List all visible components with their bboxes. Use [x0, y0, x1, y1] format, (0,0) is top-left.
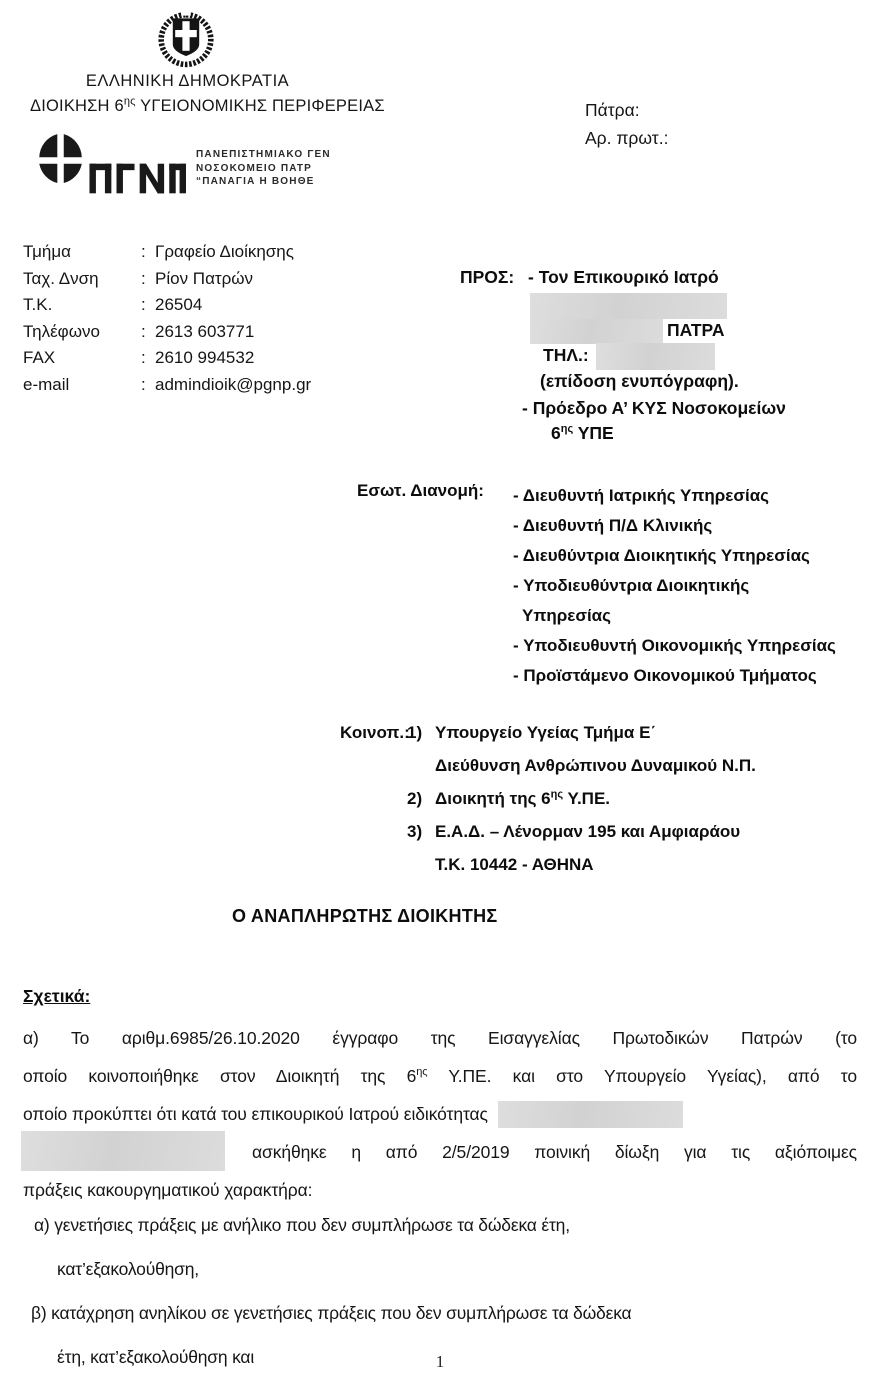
- distribution-item-continuation: Υπηρεσίας: [522, 606, 611, 625]
- administration-title: ΔΙΟΙΚΗΣΗ $6^{\eta\varsigma}$ ΥΓΕΙΟΝΟΜΙΚΗΣ ΠΕΡΙΦΕΡΕΙΑΣ: [30, 95, 385, 115]
- contact-colon: :: [141, 348, 146, 367]
- page-number: 1: [435, 1352, 445, 1371]
- cc-item-number: 3): [407, 822, 423, 841]
- internal-distribution-label: Εσωτ. Διανομή:: [357, 481, 484, 500]
- contact-label: Τ.Κ.: [23, 295, 53, 314]
- recipient-line-ype: $6^{\eta\varsigma}$ ΥΠΕ: [551, 423, 614, 443]
- contact-label: FAX: [23, 348, 56, 367]
- cc-item-continuation: Τ.Κ. 10442 - ΑΘΗΝΑ: [435, 855, 594, 874]
- signature-title: Ο ΑΝΑΠΛΗΡΩΤΗΣ ΔΙΟΙΚΗΤΗΣ: [232, 906, 498, 926]
- body-subitem-a-continuation: κατ’εξακολούθηση,: [57, 1259, 199, 1279]
- hospital-name-line2: ΝΟΣΟΚΟΜΕΙΟ ΠΑΤΡ: [196, 162, 313, 174]
- republic-title: ΕΛΛΗΝΙΚΗ ΔΗΜΟΚΡΑΤΙΑ: [85, 72, 290, 90]
- hospital-logo-mark-icon: [38, 132, 186, 198]
- contact-colon: :: [141, 374, 146, 394]
- contact-value: Ρίον Πατρών: [155, 268, 254, 288]
- redaction-specialty-block: [498, 1101, 683, 1128]
- body-subitem-b-continuation: έτη, κατ’εξακολούθηση και: [57, 1347, 255, 1367]
- contact-row-fax: [23, 345, 311, 372]
- contact-row-department: [23, 239, 311, 266]
- body-line: πράξεις κακουργηματικού χαρακτήρα:: [23, 1180, 313, 1200]
- city-date-label: Πάτρα:: [585, 100, 640, 120]
- delivery-note: (επίδοση ενυπόγραφη).: [540, 371, 739, 391]
- hospital-logo: [38, 132, 331, 198]
- redaction-name-block: [530, 293, 727, 319]
- contact-value: 26504: [155, 295, 203, 314]
- body-subitem-b: β) κατάχρηση ανηλίκου σε γενετήσιες πράξεις που δεν συμπλήρωσε τα δώδεκα: [31, 1303, 632, 1323]
- hospital-name: [196, 148, 331, 189]
- contact-row-phone: [23, 319, 311, 346]
- recipient-city: ΠΑΤΡΑ: [667, 320, 725, 340]
- distribution-item: - Υποδιευθυντή Οικονομικής Υπηρεσίας: [513, 636, 836, 655]
- cc-section: [340, 716, 756, 881]
- cc-item-text: Ε.Α.Δ. – Λένορμαν 195 και Αμφιαράου: [435, 822, 741, 841]
- body-paragraph: [23, 1019, 857, 1209]
- related-heading: Σχετικά:: [23, 986, 91, 1006]
- body-line: α) Το αριθμ.6985/26.10.2020 έγγραφο της Εισαγγελίας Πρωτοδικών Πατρών (το: [23, 1028, 857, 1048]
- contact-label: Τμήμα: [23, 242, 72, 261]
- distribution-item: - Υποδιευθύντρια Διοικητικής: [513, 576, 750, 595]
- contact-details: [23, 239, 311, 398]
- protocol-number-label: Αρ. πρωτ.:: [585, 128, 669, 148]
- greek-national-emblem-icon: [150, 6, 222, 70]
- cc-item-text: Διοικητή της $6^{\eta\varsigma}$ Υ.ΠΕ.: [435, 788, 611, 808]
- distribution-item: - Διευθυντή Ιατρικής Υπηρεσίας: [513, 486, 769, 505]
- redaction-name-block-2: [21, 1131, 225, 1171]
- redaction-phone-block: [596, 343, 715, 370]
- recipient-line-doctor: - Τον Επικουρικό Ιατρό: [528, 267, 719, 287]
- redaction-address-block: [530, 319, 663, 344]
- body-line: οποίο κοινοποιήθηκε στον Διοικητή της $6^{\eta\varsigma}$ Υ.ΠΕ. και στο Υπουργείο Υγείας), από το: [23, 1066, 857, 1086]
- contact-colon: :: [141, 268, 146, 288]
- body-subitem-a: α) γενετήσιες πράξεις με ανήλικο που δεν συμπλήρωσε τα δώδεκα έτη,: [34, 1215, 570, 1235]
- contact-colon: :: [141, 242, 146, 261]
- cc-item-number: 1): [407, 723, 423, 742]
- recipient-label: ΠΡΟΣ:: [460, 267, 515, 287]
- body-line: οποίο προκύπτει ότι κατά του επικουρικού Ιατρού ειδικότητας: [23, 1095, 857, 1133]
- hospital-name-line1: ΠΑΝΕΠΙΣΤΗΜΙΑΚΟ ΓΕΝ: [196, 149, 331, 160]
- cc-item-number: 2): [407, 789, 423, 808]
- internal-distribution-list: [513, 481, 836, 691]
- distribution-item: - Διευθυντή Π/Δ Κλινικής: [513, 516, 713, 535]
- contact-value: admindioik@pgnp.gr: [155, 374, 312, 394]
- body-line: ασκήθηκε η από 2/5/2019 ποινική δίωξη για τις αξιόποιμες: [23, 1133, 857, 1171]
- contact-value: Γραφείο Διοίκησης: [155, 242, 294, 261]
- recipient-section: [460, 267, 880, 462]
- contact-colon: :: [141, 321, 146, 341]
- recipient-tel-label: ΤΗΛ.:: [543, 345, 589, 365]
- contact-value: 2610 994532: [155, 348, 255, 367]
- contact-label: Τηλέφωνο: [23, 321, 100, 341]
- distribution-item: - Διευθύντρια Διοικητικής Υπηρεσίας: [513, 546, 810, 565]
- contact-label: e-mail: [23, 374, 70, 394]
- contact-value: 2613 603771: [155, 321, 255, 341]
- cc-label: Κοινοπ.:: [340, 723, 410, 742]
- contact-colon: :: [141, 295, 146, 314]
- cc-item-text: Υπουργείο Υγείας Τμήμα Ε΄: [435, 723, 657, 742]
- recipient-line-president: - Πρόεδρο Α’ ΚΥΣ Νοσοκομείων: [522, 398, 786, 418]
- contact-label: Ταχ. Δνση: [23, 268, 99, 288]
- contact-row-postcode: [23, 292, 311, 319]
- distribution-item: - Προϊστάμενο Οικονομικού Τμήματος: [513, 666, 817, 685]
- date-protocol-block: [585, 96, 668, 152]
- cc-item-continuation: Διεύθυνση Ανθρώπινου Δυναμικού Ν.Π.: [435, 756, 756, 775]
- hospital-name-line3: “ΠΑΝΑΓΙΑ Η ΒΟΗΘΕ: [196, 176, 315, 187]
- contact-row-address: [23, 266, 311, 293]
- contact-row-email: [23, 372, 311, 399]
